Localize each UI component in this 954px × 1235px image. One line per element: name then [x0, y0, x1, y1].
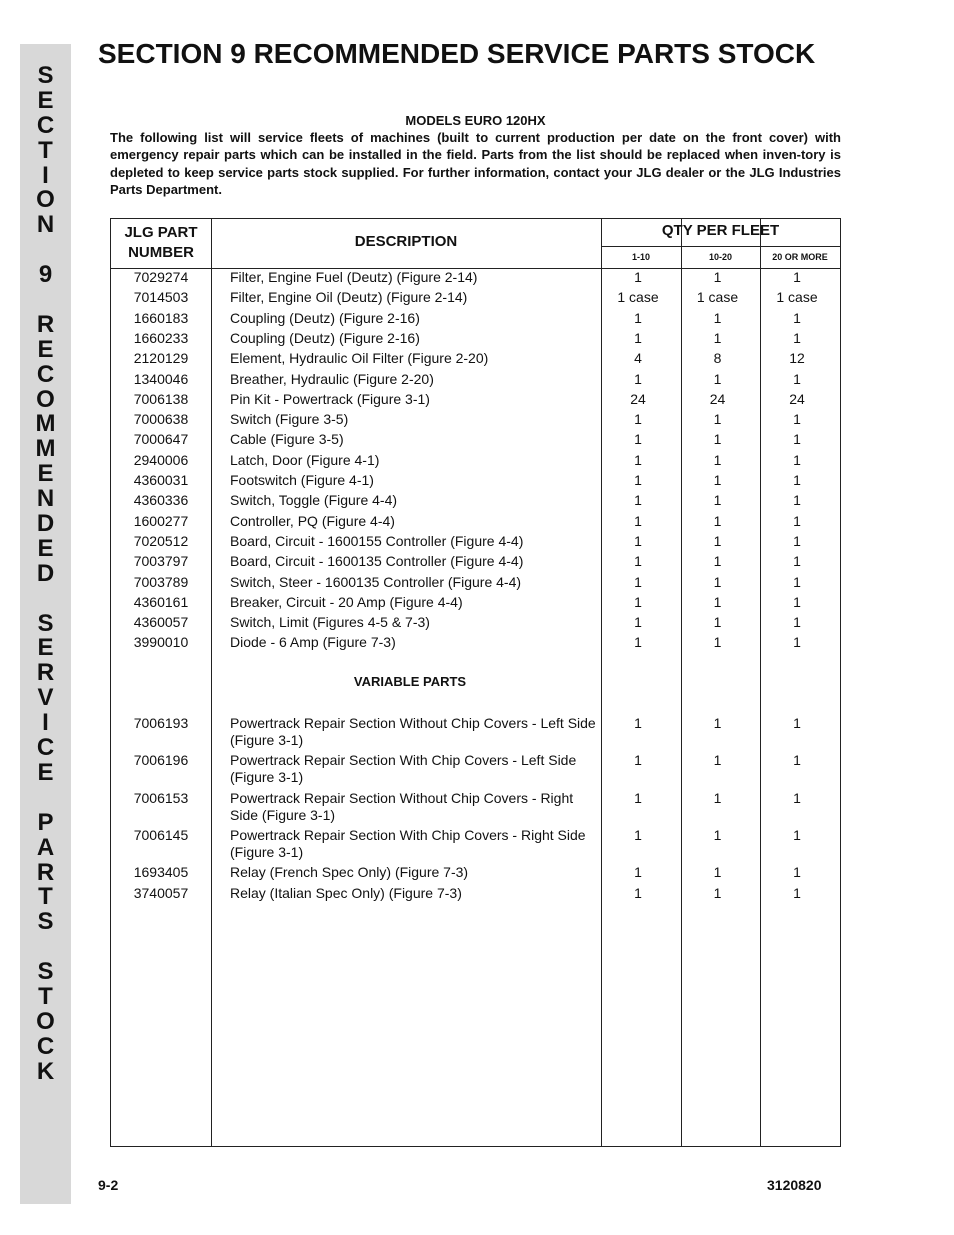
- part-number-cell: 1693405: [133, 864, 189, 880]
- description-cell: Breather, Hydraulic (Figure 2-20): [230, 370, 434, 387]
- qty-20-plus-cell: 1: [793, 715, 801, 731]
- qty-10-20-cell: 1: [713, 634, 722, 651]
- qty-10-20-cell: 1: [713, 593, 722, 610]
- qty-1-10-cell: 1: [634, 752, 642, 768]
- qty-20-plus-cell: 1: [793, 593, 801, 610]
- qty-20-plus-cell: 1: [793, 431, 801, 448]
- side-tab-letter: T: [38, 982, 53, 1010]
- side-tab-letter: E: [37, 634, 54, 662]
- qty-20-plus-cell: 1: [793, 492, 801, 509]
- side-tab-letter: C: [36, 111, 55, 139]
- qty-1-10-cell: 1: [634, 885, 642, 901]
- table-row: [111, 269, 837, 286]
- qty-20-plus-cell: 1: [793, 553, 801, 570]
- description-cell: Footswitch (Figure 4-1): [230, 472, 374, 488]
- table-row: [111, 411, 837, 428]
- qty-20-plus-cell: 1: [793, 411, 801, 428]
- header-description: DESCRIPTION: [354, 233, 458, 250]
- table-row: [111, 614, 837, 631]
- description-cell: Powertrack Repair Section With Chip Covers - Left Side (Figure 3-1): [230, 752, 577, 785]
- side-tab-letter: [20, 288, 71, 313]
- qty-10-20-cell: 1: [713, 864, 722, 880]
- qty-20-plus-cell: 1: [793, 512, 801, 529]
- table-row: [111, 715, 837, 749]
- qty-10-20-cell: 1: [713, 573, 722, 590]
- qty-1-10-cell: 1: [634, 269, 642, 285]
- qty-1-10-cell: 1: [634, 827, 642, 843]
- qty-col-10-20: 10-20: [708, 252, 733, 262]
- description-cell: Latch, Door (Figure 4-1): [230, 451, 380, 468]
- description-cell: Switch, Limit (Figures 4-5 & 7-3): [230, 614, 430, 631]
- page-number: 9-2: [98, 1177, 119, 1193]
- qty-20-plus-cell: 1: [793, 864, 801, 880]
- qty-10-20-cell: 1 case: [696, 289, 739, 306]
- qty-1-10-cell: 1: [634, 790, 642, 806]
- part-number-cell: 7020512: [133, 532, 189, 549]
- qty-20-plus-cell: 1: [793, 451, 801, 468]
- description-cell: Breaker, Circuit - 20 Amp (Figure 4-4): [230, 593, 463, 610]
- part-number-cell: 1600277: [133, 512, 189, 529]
- side-tab-letter: P: [37, 808, 54, 836]
- qty-10-20-cell: 1: [713, 329, 722, 346]
- side-tab-letter: M: [35, 435, 56, 463]
- document-number: 3120820: [767, 1177, 822, 1193]
- side-tab-letter: S: [37, 908, 54, 936]
- qty-10-20-cell: 1: [713, 532, 722, 549]
- qty-1-10-cell: 1: [634, 512, 642, 529]
- qty-10-20-cell: 1: [713, 512, 722, 529]
- side-tab-letter: N: [36, 211, 55, 239]
- side-tab-letter: 9: [38, 261, 53, 289]
- qty-10-20-cell: 1: [713, 472, 722, 488]
- qty-10-20-cell: 1: [713, 752, 722, 768]
- side-tab-letter: C: [36, 360, 55, 388]
- qty-10-20-cell: 1: [713, 790, 722, 806]
- side-tab-letter: I: [42, 161, 49, 189]
- side-tab-letter: O: [36, 385, 55, 413]
- qty-1-10-cell: 1: [634, 715, 642, 731]
- side-tab-letter: T: [38, 883, 53, 911]
- side-tab-letter: I: [42, 709, 49, 737]
- side-tab-letter: R: [36, 858, 55, 886]
- qty-20-plus-cell: 1: [793, 885, 801, 901]
- part-number-cell: 1660183: [133, 309, 189, 326]
- description-cell: Powertrack Repair Section Without Chip Covers - Left Side (Figure 3-1): [230, 715, 596, 748]
- header-qty-per-fleet: QTY PER FLEET: [661, 222, 780, 239]
- qty-1-10-cell: 1: [634, 532, 642, 549]
- side-tab-letter: E: [37, 335, 54, 363]
- part-number-cell: 7000638: [133, 411, 189, 428]
- side-tab-letter: E: [37, 758, 54, 786]
- qty-1-10-cell: 1: [634, 593, 642, 610]
- table-row: [111, 472, 837, 489]
- qty-20-plus-cell: 1: [793, 532, 801, 549]
- table-row: [111, 634, 837, 651]
- side-tab-letter: D: [36, 510, 55, 538]
- qty-col-1-10: 1-10: [631, 252, 650, 262]
- description-cell: Relay (French Spec Only) (Figure 7-3): [230, 864, 469, 880]
- part-number-cell: 7003797: [133, 553, 189, 570]
- description-cell: Controller, PQ (Figure 4-4): [230, 512, 395, 529]
- part-number-cell: 3740057: [133, 885, 189, 901]
- qty-1-10-cell: 1: [634, 411, 642, 428]
- side-tab-letter: E: [37, 534, 54, 562]
- part-number-cell: 4360336: [133, 492, 189, 509]
- part-number-cell: 4360057: [133, 614, 189, 631]
- qty-20-plus-cell: 1: [793, 329, 801, 346]
- part-number-cell: 7000647: [133, 431, 189, 448]
- qty-10-20-cell: 1: [713, 715, 722, 731]
- qty-20-plus-cell: 1 case: [776, 289, 818, 306]
- description-cell: Powertrack Repair Section Without Chip Covers - Right Side (Figure 3-1): [230, 790, 574, 823]
- description-cell: Filter, Engine Oil (Deutz) (Figure 2-14): [230, 289, 468, 306]
- side-tab-letter: O: [36, 186, 55, 214]
- page-title: SECTION 9 RECOMMENDED SERVICE PARTS STOCK: [98, 38, 816, 69]
- description-cell: Switch, Toggle (Figure 4-4): [230, 492, 398, 509]
- part-number-cell: 7014503: [133, 289, 189, 306]
- side-tab-letter: C: [36, 734, 55, 762]
- side-tab-letter: D: [36, 559, 55, 587]
- side-tab-letter: N: [36, 485, 55, 513]
- qty-20-plus-cell: 1: [793, 370, 801, 387]
- side-tab-letter: [20, 786, 71, 811]
- qty-1-10-cell: 1: [634, 614, 642, 631]
- qty-10-20-cell: 1: [713, 431, 722, 448]
- qty-1-10-cell: 24: [630, 390, 646, 407]
- qty-10-20-cell: 24: [709, 390, 726, 407]
- description-cell: Powertrack Repair Section With Chip Covers - Right Side (Figure 3-1): [230, 827, 586, 860]
- part-number-cell: 7003789: [133, 573, 189, 590]
- qty-1-10-cell: 1 case: [617, 289, 659, 306]
- qty-1-10-cell: 1: [634, 329, 642, 346]
- part-number-cell: 7029274: [133, 269, 189, 285]
- qty-1-10-cell: 1: [634, 431, 642, 448]
- qty-1-10-cell: 1: [634, 634, 642, 651]
- qty-10-20-cell: 1: [713, 614, 722, 631]
- qty-20-plus-cell: 1: [793, 634, 801, 651]
- header-part-line1: JLG PART: [124, 224, 198, 241]
- table-row: [111, 790, 837, 824]
- qty-20-plus-cell: 1: [793, 573, 801, 590]
- side-tab-letter: T: [38, 136, 53, 164]
- qty-1-10-cell: 1: [634, 309, 642, 326]
- part-number-cell: 4360031: [133, 472, 189, 488]
- table-row: [111, 330, 837, 347]
- qty-10-20-cell: 1: [713, 553, 722, 570]
- qty-20-plus-cell: 24: [789, 390, 805, 407]
- side-tab-letter: [20, 935, 71, 960]
- table-row: [111, 310, 837, 327]
- part-number-cell: 2940006: [133, 451, 189, 468]
- qty-1-10-cell: 1: [634, 370, 642, 387]
- description-cell: Board, Circuit - 1600155 Controller (Figure 4-4): [230, 532, 524, 549]
- description-cell: Cable (Figure 3-5): [230, 431, 344, 448]
- table-row: [111, 350, 837, 367]
- qty-10-20-cell: 8: [713, 350, 722, 367]
- models-heading: MODELS EURO 120HX: [405, 113, 546, 128]
- qty-20-plus-cell: 1: [793, 614, 801, 631]
- side-tab-letter: E: [37, 460, 54, 488]
- side-tab-letter: [20, 587, 71, 612]
- side-tab-letter: V: [37, 684, 54, 712]
- side-tab-letter: M: [35, 410, 56, 438]
- description-cell: Filter, Engine Fuel (Deutz) (Figure 2-14): [230, 269, 478, 285]
- table-row: [111, 574, 837, 591]
- qty-10-20-cell: 1: [713, 269, 722, 285]
- qty-1-10-cell: 4: [634, 350, 642, 367]
- qty-header-divider: [601, 246, 840, 247]
- side-tab-letter: C: [36, 1032, 55, 1060]
- side-tab-letter: S: [37, 609, 54, 637]
- side-tab-letter: K: [36, 1057, 55, 1085]
- part-number-cell: 1340046: [133, 370, 189, 387]
- qty-10-20-cell: 1: [713, 827, 722, 843]
- qty-20-plus-cell: 1: [793, 827, 801, 843]
- description-cell: Switch, Steer - 1600135 Controller (Figure 4-4): [230, 573, 522, 590]
- part-number-cell: 7006153: [133, 790, 189, 806]
- part-number-cell: 2120129: [133, 350, 189, 367]
- table-row: [111, 431, 837, 448]
- qty-col-20-or-more: 20 OR MORE: [772, 252, 828, 262]
- qty-20-plus-cell: 12: [789, 350, 805, 367]
- description-cell: Switch (Figure 3-5): [230, 411, 349, 428]
- table-row: [111, 371, 837, 388]
- part-number-cell: 4360161: [133, 593, 189, 610]
- qty-20-plus-cell: 1: [793, 790, 801, 806]
- description-cell: Board, Circuit - 1600135 Controller (Figure 4-4): [230, 553, 524, 570]
- table-row: [111, 885, 837, 902]
- part-number-cell: 7006193: [133, 715, 189, 731]
- side-tab-letter: S: [37, 958, 54, 986]
- description-cell: Pin Kit - Powertrack (Figure 3-1): [230, 390, 430, 407]
- qty-10-20-cell: 1: [713, 451, 722, 468]
- part-number-cell: 7006138: [133, 390, 189, 407]
- qty-20-plus-cell: 1: [793, 752, 801, 768]
- parts-table: [110, 218, 841, 1147]
- table-row: [111, 827, 837, 861]
- part-number-cell: 3990010: [133, 634, 189, 651]
- qty-1-10-cell: 1: [634, 864, 642, 880]
- table-row: [111, 513, 837, 530]
- table-row: [111, 553, 837, 570]
- side-tab-letter: O: [36, 1007, 55, 1035]
- qty-20-plus-cell: 1: [793, 309, 801, 326]
- qty-1-10-cell: 1: [634, 573, 642, 590]
- side-tab-letter: [20, 238, 71, 263]
- table-row: [111, 289, 837, 306]
- table-row: [111, 594, 837, 611]
- description-cell: Diode - 6 Amp (Figure 7-3): [230, 634, 396, 651]
- qty-20-plus-cell: 1: [793, 472, 801, 488]
- description-cell: Relay (Italian Spec Only) (Figure 7-3): [230, 885, 462, 901]
- side-tab-letter: E: [37, 86, 54, 114]
- variable-parts-heading: VARIABLE PARTS: [353, 674, 467, 689]
- description-cell: Coupling (Deutz) (Figure 2-16): [230, 309, 420, 326]
- side-tab-letter: R: [36, 659, 55, 687]
- section-side-tab: [20, 44, 71, 1204]
- table-row: [111, 391, 837, 408]
- table-row: [111, 864, 837, 881]
- part-number-cell: 7006145: [133, 827, 189, 843]
- header-part-line2: NUMBER: [128, 244, 194, 261]
- description-cell: Element, Hydraulic Oil Filter (Figure 2-20): [230, 350, 489, 367]
- table-row: [111, 492, 837, 509]
- header-part-number: [111, 223, 211, 263]
- side-tab-letters: [20, 64, 71, 1085]
- qty-10-20-cell: 1: [713, 885, 722, 901]
- qty-20-plus-cell: 1: [793, 269, 801, 285]
- side-tab-letter: R: [36, 310, 55, 338]
- description-cell: Coupling (Deutz) (Figure 2-16): [230, 329, 420, 346]
- part-number-cell: 7006196: [133, 752, 189, 768]
- qty-10-20-cell: 1: [713, 411, 722, 428]
- qty-10-20-cell: 1: [713, 492, 722, 509]
- table-row: [111, 452, 837, 469]
- part-number-cell: 1660233: [133, 329, 189, 346]
- qty-10-20-cell: 1: [713, 309, 722, 326]
- qty-1-10-cell: 1: [634, 451, 642, 468]
- intro-paragraph: The following list will service fleets of machines (built to current production per date on the front cover) with emergency repair parts which can be installed in the field. Parts from the list should be replaced when inven-tory is depleted to keep service parts stock supplied. For further information, contact your JLG dealer or the JLG Industries Parts Department.: [110, 130, 841, 197]
- side-tab-letter: A: [36, 833, 55, 861]
- qty-1-10-cell: 1: [634, 553, 642, 570]
- qty-1-10-cell: 1: [634, 492, 642, 509]
- table-row: [111, 533, 837, 550]
- table-row: [111, 752, 837, 786]
- qty-1-10-cell: 1: [634, 472, 642, 488]
- side-tab-letter: S: [37, 62, 54, 89]
- qty-10-20-cell: 1: [713, 370, 722, 387]
